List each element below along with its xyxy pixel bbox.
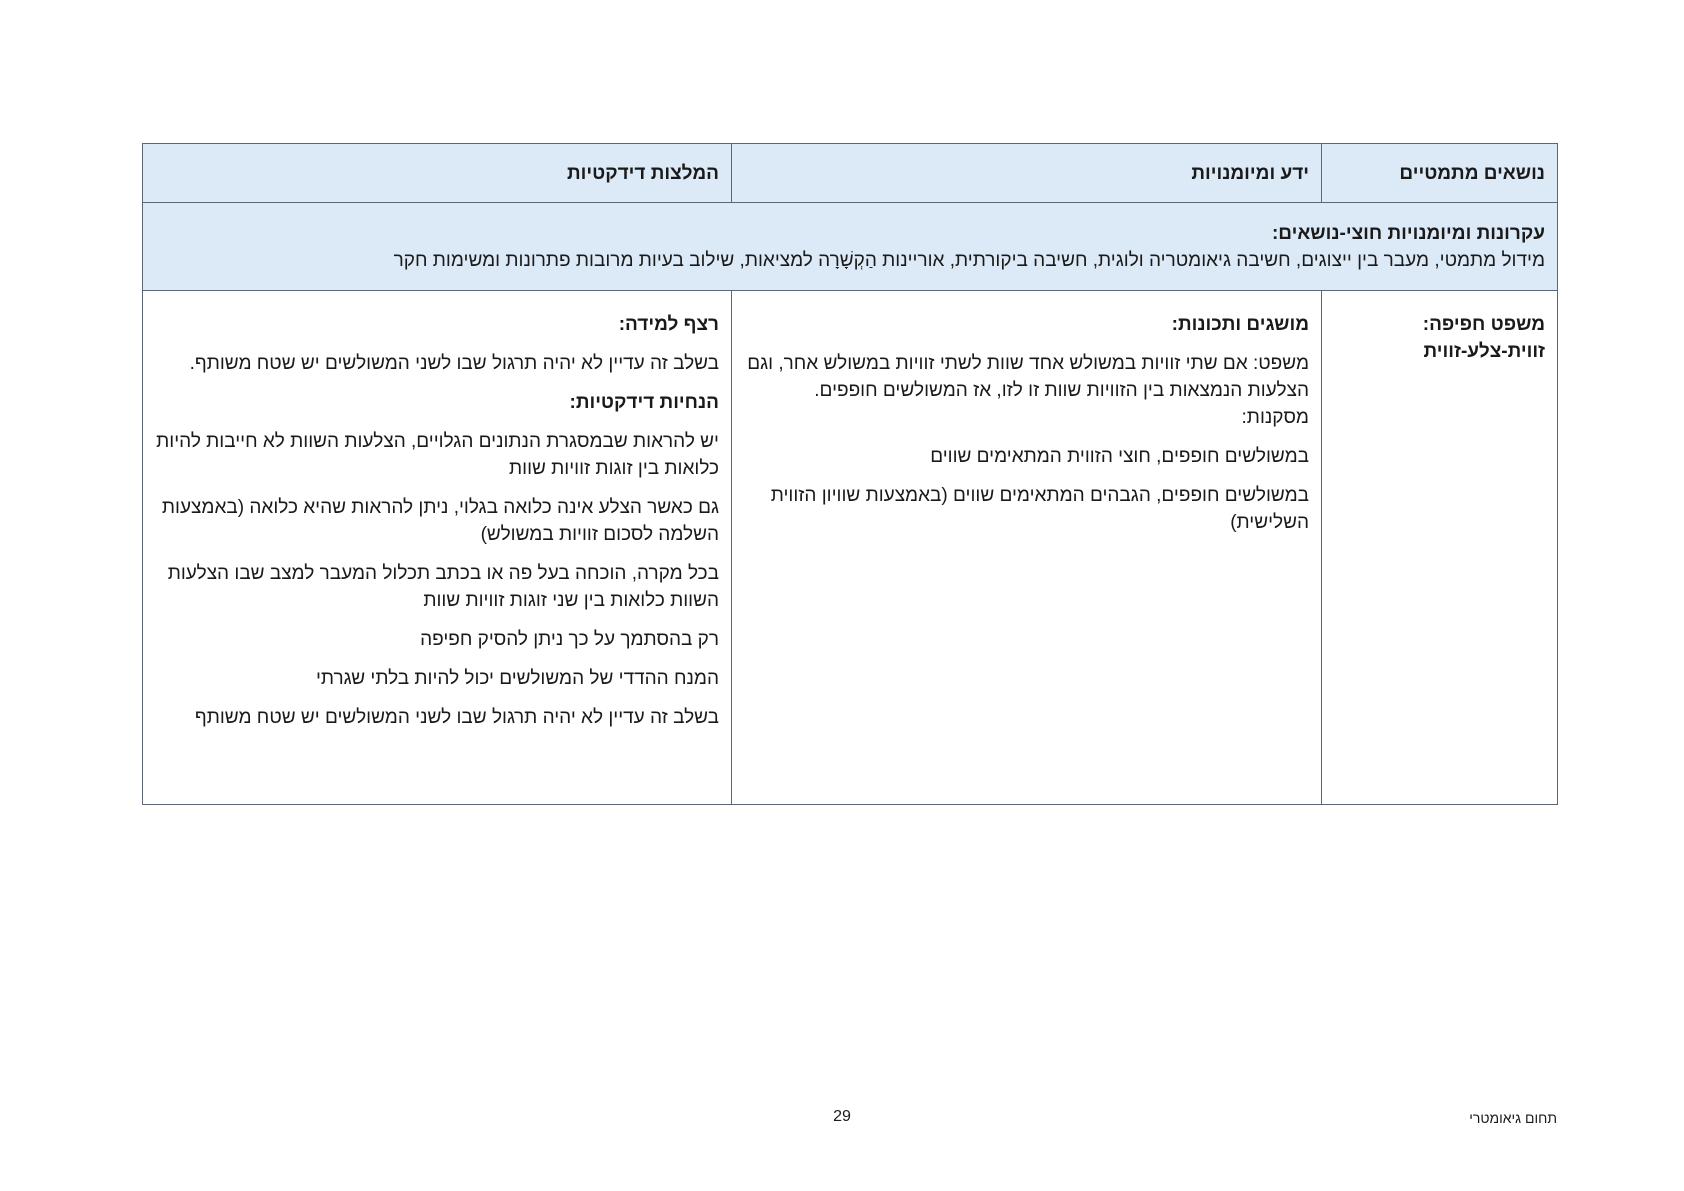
guideline-paragraph: רק בהסתמך על כך ניתן להסיק חפיפה: [420, 629, 719, 650]
header-topics: נושאים מתמטיים: [1322, 144, 1558, 203]
cross-topic-text: מידול מתמטי, מעבר בין ייצוגים, חשיבה גיאומטריה ולוגית, חשיבה ביקורתית, אוריינות הַקְשָׁרָה למציאות, שילוב בעיות מרובות פתרונות ומשימות חקר: [393, 249, 1545, 271]
guideline-paragraph: יש להראות שבמסגרת הנתונים הגלויים, הצלעות השוות לא חייבות להיות כלואות בין זוגות זוויות שוות: [156, 431, 719, 479]
footer-section-title: תחום גיאומטרי: [1469, 1110, 1557, 1126]
knowledge-heading: מושגים ותכונות:: [1171, 314, 1309, 335]
header-row: [143, 144, 1558, 203]
curriculum-table: [142, 143, 1558, 805]
cross-topic-row: [143, 203, 1558, 291]
page-number: 29: [833, 1108, 851, 1125]
knowledge-cell: [732, 291, 1322, 805]
content-row: [143, 291, 1558, 805]
header-knowledge: ידע ומיומנויות: [732, 144, 1322, 203]
knowledge-paragraph: משפט: אם שתי זוויות במשולש אחד שוות לשתי זוויות במשולש אחר, וגם הצלעות הנמצאות בין הזוויות שוות זו לזו, אז המשולשים חופפים. מסקנות:: [747, 353, 1309, 428]
knowledge-paragraph: במשולשים חופפים, הגבהים המתאימים שווים (באמצעות שוויון הזווית השלישית): [770, 485, 1309, 533]
guideline-paragraph: בשלב זה עדיין לא יהיה תרגול שבו לשני המשולשים יש שטח משותף: [194, 707, 719, 728]
didactic-guidelines-heading: הנחיות דידקטיות:: [569, 392, 719, 413]
guideline-paragraph: גם כאשר הצלע אינה כלואה בגלוי, ניתן להראות שהיא כלואה (באמצעות השלמה לסכום זוויות במשולש): [161, 497, 719, 545]
cross-topic-cell: [143, 203, 1558, 291]
recommendations-cell: [143, 291, 732, 805]
guideline-paragraph: המנח ההדדי של המשולשים יכול להיות בלתי שגרתי: [315, 668, 719, 689]
learning-sequence-heading: רצף למידה:: [618, 314, 719, 335]
knowledge-paragraph: במשולשים חופפים, חוצי הזווית המתאימים שווים: [930, 446, 1309, 467]
guideline-paragraph: בכל מקרה, הוכחה בעל פה או בכתב תכלול המעבר למצב שבו הצלעות השוות כלואות בין שני זוגות זוויות שוות: [167, 563, 719, 611]
learning-sequence-text: בשלב זה עדיין לא יהיה תרגול שבו לשני המשולשים יש שטח משותף.: [189, 353, 719, 374]
header-recommendations: המלצות דידקטיות: [143, 144, 732, 203]
cross-topic-title: עקרונות ומיומנויות חוצי-נושאים:: [1271, 222, 1545, 244]
topic-cell: משפט חפיפה: זווית-צלע-זווית: [1322, 291, 1558, 805]
